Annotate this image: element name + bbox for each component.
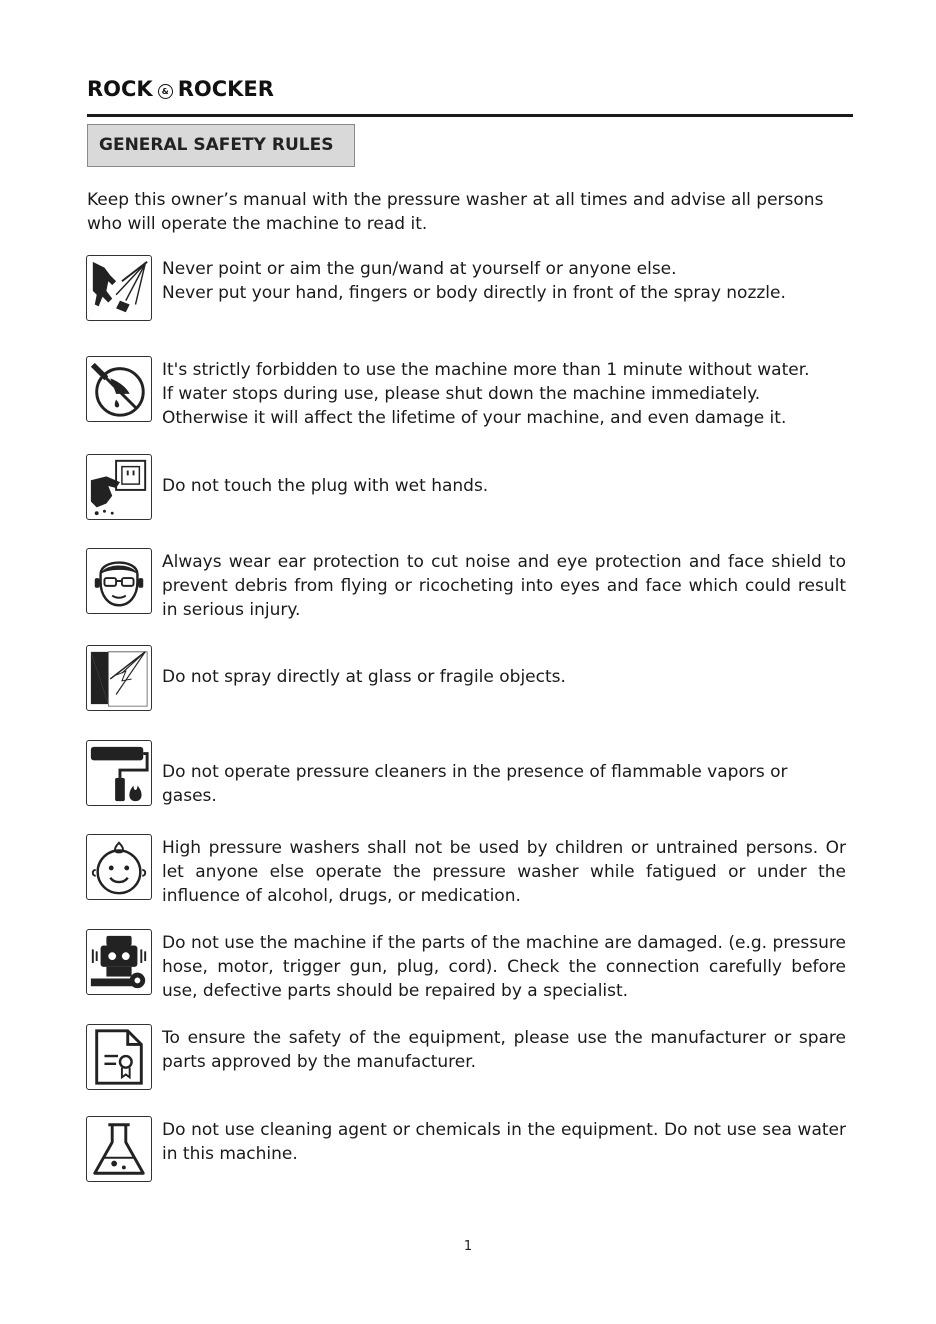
rule-line: Do not spray directly at glass or fragile objects. xyxy=(162,667,566,687)
rule-line: Do not operate pressure cleaners in the presence of flammable vapors or gases. xyxy=(162,762,788,806)
section-title: GENERAL SAFETY RULES xyxy=(87,124,355,167)
rule-line: Do not touch the plug with wet hands. xyxy=(162,476,489,496)
rule-line: Otherwise it will affect the lifetime of your machine, and even damage it. xyxy=(162,408,787,428)
damaged-machine-gear-icon xyxy=(86,929,152,995)
protective-gear-face-icon xyxy=(86,548,152,614)
rule-line: It's strictly forbidden to use the machine more than 1 minute without water. xyxy=(162,360,810,380)
brand-name-right: ROCKER xyxy=(177,77,274,101)
wet-hand-plug-icon xyxy=(86,454,152,520)
safety-rule-text: Always wear ear protection to cut noise and eye protection and face shield to prevent debris from flying or ricocheting into eyes and face which could result in serious injury. xyxy=(162,552,846,620)
certified-document-icon xyxy=(86,1024,152,1090)
safety-rule-text xyxy=(162,665,846,689)
safety-rule-text: To ensure the safety of the equipment, please use the manufacturer or spare parts approved by the manufacturer. xyxy=(162,1028,846,1072)
safety-rule-text: Do not use cleaning agent or chemicals in the equipment. Do not use sea water in this machine. xyxy=(162,1120,846,1164)
safety-rule-text xyxy=(162,358,846,430)
brand-ampersand: & xyxy=(158,84,173,99)
page-number: 1 xyxy=(463,1239,473,1254)
fragile-glass-spray-icon xyxy=(86,645,152,711)
rule-line: If water stops during use, please shut down the machine immediately. xyxy=(162,384,761,404)
no-dry-run-icon xyxy=(86,356,152,422)
safety-rule-text: Do not use the machine if the parts of the machine are damaged. (e.g. pressure hose, motor, trigger gun, plug, cord). Check the connection carefully before use, defective parts should be repaired by a specialist. xyxy=(162,933,846,1001)
intro-paragraph: Keep this owner’s manual with the pressure washer at all times and advise all persons who will operate the machine to read it. xyxy=(87,190,824,234)
header-divider xyxy=(87,114,853,117)
safety-rule-text: High pressure washers shall not be used by children or untrained persons. Or let anyone else operate the pressure washer while fatigued or under the influence of alcohol, drugs, or medication. xyxy=(162,838,846,906)
rule-line: Never point or aim the gun/wand at yourself or anyone else. xyxy=(162,259,677,279)
spray-hand-warning-icon xyxy=(86,255,152,321)
chemical-flask-icon xyxy=(86,1116,152,1182)
rule-line: Never put your hand, fingers or body directly in front of the spray nozzle. xyxy=(162,283,786,303)
child-face-icon xyxy=(86,834,152,900)
safety-rule-text xyxy=(162,257,846,305)
safety-rule-text xyxy=(162,474,846,498)
brand-name-left: ROCK xyxy=(87,77,153,101)
safety-rule-text xyxy=(162,760,846,808)
flammable-fire-icon xyxy=(86,740,152,806)
brand-logo xyxy=(87,77,274,101)
